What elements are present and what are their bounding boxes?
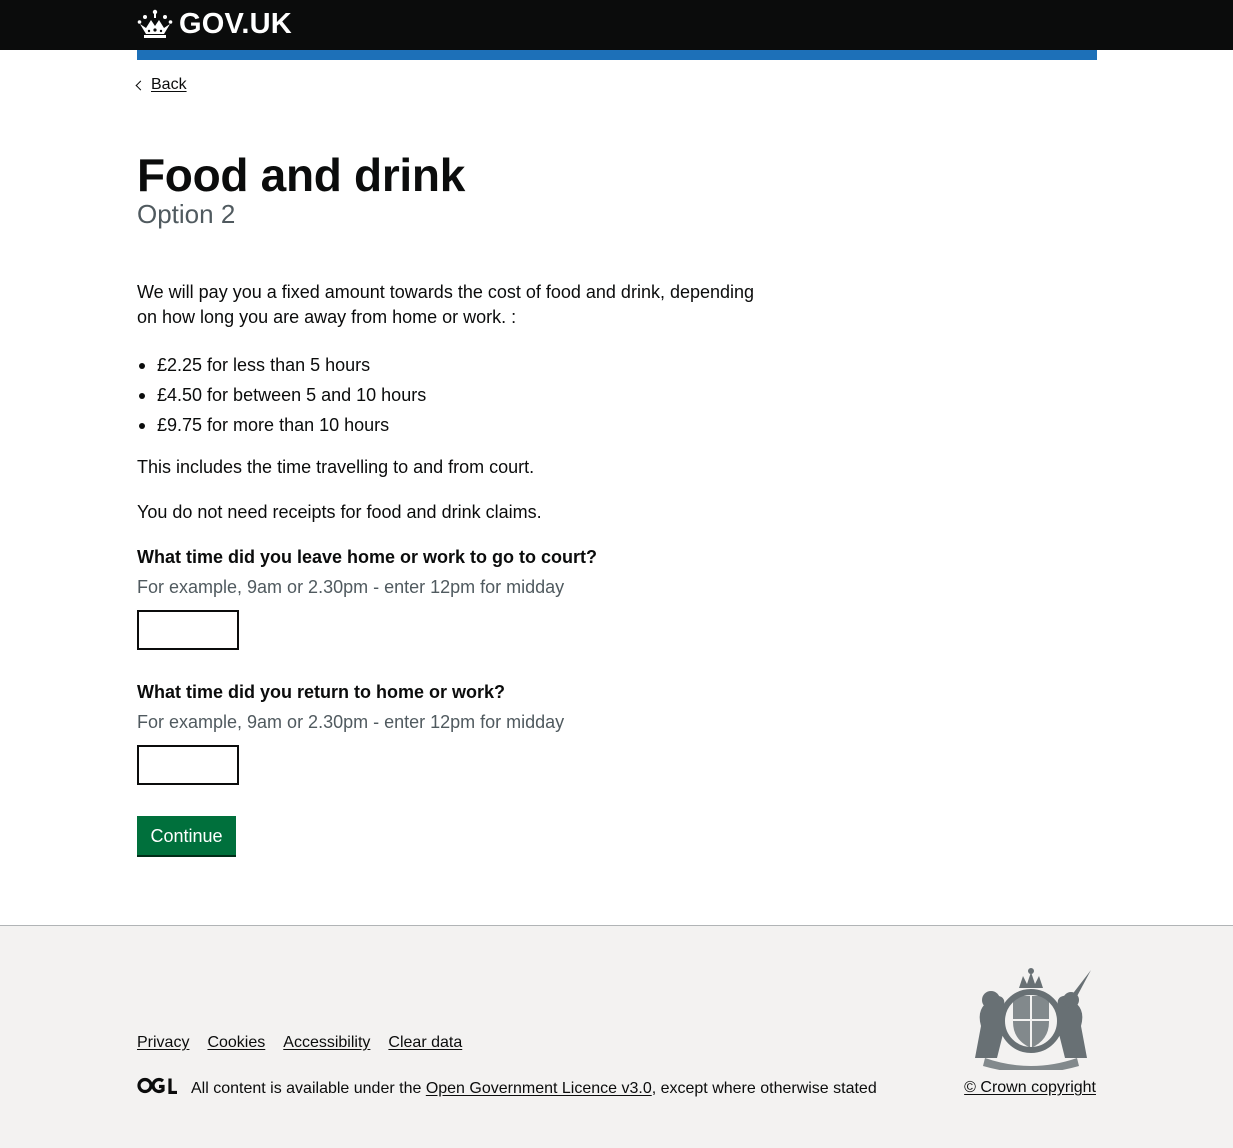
leave-time-label: What time did you leave home or work to go to court?	[137, 547, 598, 567]
footer-link-privacy[interactable]: Privacy	[137, 1034, 190, 1051]
footer-link-clear-data[interactable]: Clear data	[388, 1034, 463, 1051]
leave-time-input[interactable]	[137, 610, 239, 650]
continue-button[interactable]: Continue	[137, 816, 236, 855]
footer-link-cookies[interactable]: Cookies	[207, 1034, 266, 1051]
licence-link[interactable]: Open Government Licence v3.0	[425, 1080, 652, 1097]
list-item: £4.50 for between 5 and 10 hours	[137, 380, 426, 410]
crown-copyright-link[interactable]: © Crown copyright	[964, 1079, 1096, 1096]
back-link[interactable]	[137, 74, 187, 96]
govuk-logo-text: GOV.UK	[179, 8, 292, 40]
intro-paragraph: We will pay you a fixed amount towards the cost of food and drink, depending on how long you are away from home or work. :	[137, 282, 755, 327]
back-link-label: Back	[151, 76, 187, 93]
page-caption: Option 2	[137, 199, 236, 229]
licence-prefix: All content is available under the	[191, 1080, 426, 1097]
return-time-label: What time did you return to home or work?	[137, 682, 506, 702]
list-item: £9.75 for more than 10 hours	[137, 410, 426, 440]
receipts-note: You do not need receipts for food and drink claims.	[137, 502, 542, 522]
site-footer	[0, 925, 1233, 1148]
licence-statement	[137, 1077, 877, 1101]
site-header	[0, 0, 1233, 50]
royal-coat-of-arms-icon	[967, 966, 1095, 1075]
footer-links	[137, 1032, 462, 1054]
page-title: Food and drink	[137, 149, 465, 201]
list-item: £2.25 for less than 5 hours	[137, 350, 426, 380]
footer-link-accessibility[interactable]: Accessibility	[283, 1034, 371, 1051]
travel-note: This includes the time travelling to and from court.	[137, 457, 535, 477]
licence-suffix: , except where otherwise stated	[651, 1080, 877, 1097]
return-time-hint: For example, 9am or 2.30pm - enter 12pm for midday	[137, 712, 565, 732]
crown-icon	[137, 8, 173, 40]
header-accent-bar	[137, 50, 1097, 60]
chevron-left-icon	[136, 81, 146, 91]
leave-time-hint: For example, 9am or 2.30pm - enter 12pm for midday	[137, 577, 565, 597]
ogl-logo-icon	[137, 1077, 178, 1101]
return-time-input[interactable]	[137, 745, 239, 785]
rates-list	[137, 350, 426, 440]
govuk-home-link[interactable]	[137, 7, 292, 41]
